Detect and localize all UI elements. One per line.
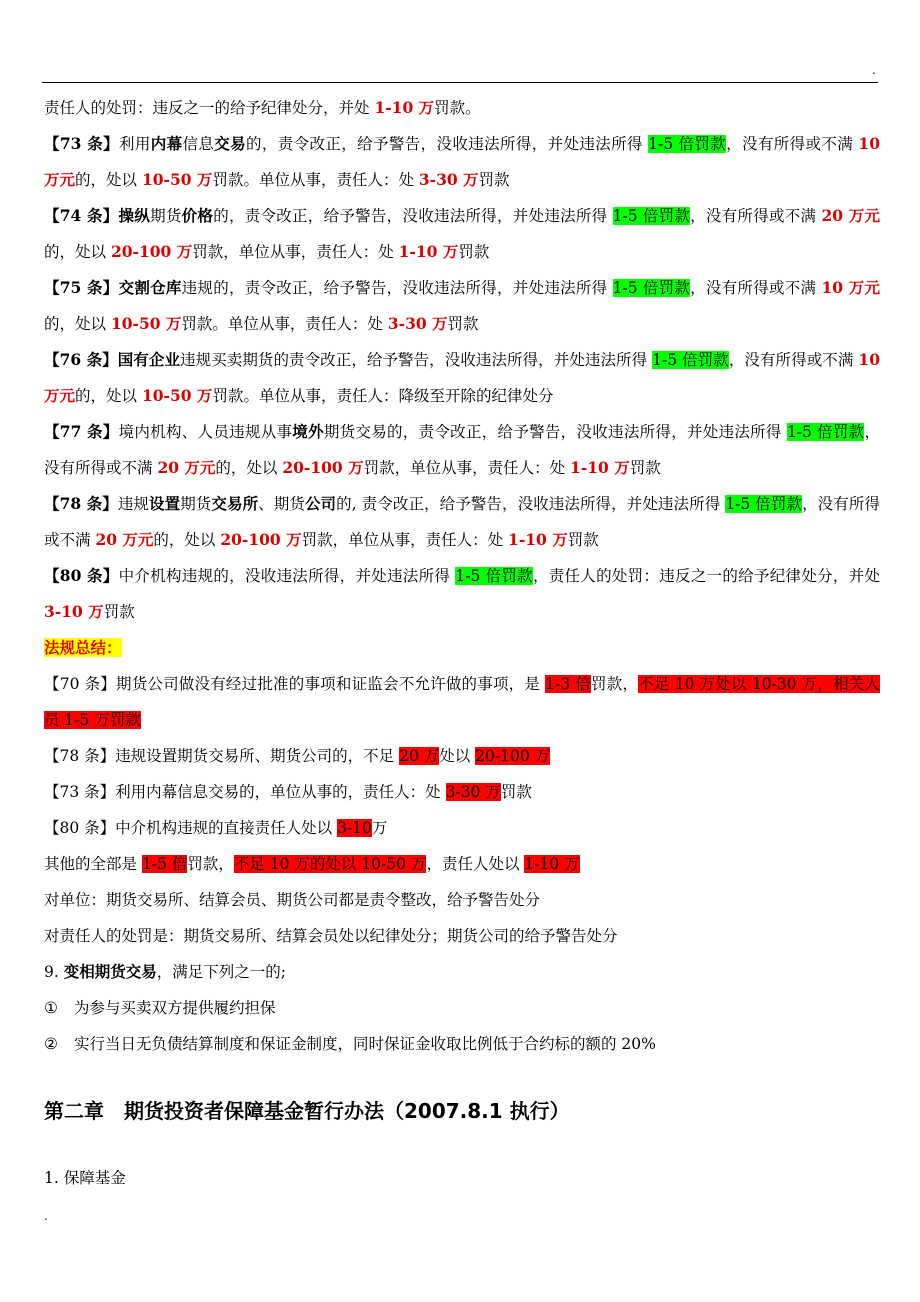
paragraph-responsible-penalty: 责任人的处罚：违反之一的给予纪律处分，并处 1-10 万罚款。 <box>44 98 481 117</box>
green-highlight: 1-5 倍罚款 <box>612 279 691 297</box>
red-highlight: 3-10 <box>337 819 372 837</box>
green-highlight: 1-5 倍罚款 <box>612 207 691 225</box>
green-highlight: 1-5 倍罚款 <box>786 423 865 441</box>
list-marker: ① <box>44 999 58 1017</box>
paragraph-article-80: 【80 条】中介机构违规的，没收违法所得，并处违法所得 1-5 倍罚款，责任人的处罚：违反之一的给予纪律处分，并处 3-10 万罚款 <box>44 566 880 621</box>
green-highlight: 1-5 倍罚款 <box>725 495 803 513</box>
document-body <box>44 90 880 1196</box>
summary-other: 其他的全部是 1-5 倍罚款，不足 10 万的处以 10-50 万，责任人处以 1-10 万 <box>44 855 580 873</box>
list-marker: ② <box>44 1035 58 1053</box>
article-tag: 【73 条】 <box>44 134 119 153</box>
header-dot: . <box>872 63 876 77</box>
article-tag: 【80 条】 <box>44 566 119 585</box>
header-rule <box>42 82 878 83</box>
red-highlight: 20-100 万 <box>475 747 551 765</box>
green-highlight: 1-5 倍罚款 <box>648 135 727 153</box>
footer-dot: . <box>44 1209 48 1223</box>
section-heading: 1. 保障基金 <box>44 1169 126 1187</box>
summary-article-78: 【78 条】违规设置期货交易所、期货公司的，不足 20 万处以 20-100 万 <box>44 747 551 765</box>
summary-article-70: 【70 条】期货公司做没有经过批准的事项和证监会不允许做的事项，是 1-3 倍罚款，不足 10 万处以 10-30 万，相关人员 1-5 万罚款 <box>44 675 880 729</box>
paragraph-article-78: 【78 条】违规设置期货交易所、期货公司的, 责令改正，给予警告，没收违法所得，并处违法所得 1-5 倍罚款，没有所得或不满 20 万元的，处以 20-100 万罚款，单位从事，责任人：处 1-10 万罚款 <box>44 494 880 549</box>
article-tag: 【74 条】 <box>44 206 119 225</box>
red-highlight: 1-10 万 <box>524 855 580 873</box>
summary-person: 对责任人的处罚是：期货交易所、结算会员处以纪律处分；期货公司的给予警告处分 <box>44 927 618 945</box>
summary-title: 法规总结： <box>44 638 122 657</box>
paragraph-article-74: 【74 条】操纵期货价格的，责令改正，给予警告，没收违法所得，并处违法所得 1-5 倍罚款，没有所得或不满 20 万元的，处以 20-100 万罚款，单位从事，责任人：处 1-10 万罚款 <box>44 206 880 261</box>
red-highlight: 1-3 倍 <box>545 675 592 693</box>
red-highlight: 20 万 <box>399 747 440 765</box>
red-highlight: 1-5 倍 <box>141 855 188 873</box>
green-highlight: 1-5 倍罚款 <box>455 567 533 585</box>
article-tag: 【76 条】 <box>44 350 118 369</box>
green-highlight: 1-5 倍罚款 <box>652 351 729 369</box>
list-item: ① 为参与买卖双方提供履约担保 <box>44 990 880 1026</box>
paragraph-article-73: 【73 条】利用内幕信息交易的，责令改正，给予警告，没收违法所得，并处违法所得 1-5 倍罚款，没有所得或不满 10 万元的，处以 10-50 万罚款。单位从事，责任人：处 3-30 万罚款 <box>44 134 880 189</box>
red-highlight: 不足 10 万的处以 10-50 万 <box>233 855 427 873</box>
paragraph-article-75: 【75 条】交割仓库违规的，责令改正，给予警告，没收违法所得，并处违法所得 1-5 倍罚款，没有所得或不满 10 万元的，处以 10-50 万罚款。单位从事，责任人：处 3-30 万罚款 <box>44 278 881 333</box>
article-tag: 【78 条】 <box>44 494 118 513</box>
red-highlight: 3-30 万 <box>445 783 501 801</box>
paragraph-article-76: 【76 条】国有企业违规买卖期货的责令改正，给予警告，没收违法所得，并处违法所得 1-5 倍罚款，没有所得或不满 10 万元的，处以 10-50 万罚款。单位从事，责任人：降级至开除的纪律处分 <box>44 350 880 405</box>
red-highlight: 不足 10 万处以 10-30 万，相关人员 1-5 万罚款 <box>44 675 880 729</box>
list-item: ② 实行当日无负债结算制度和保证金制度，同时保证金收取比例低于合约标的额的 20% <box>44 1026 880 1062</box>
article-tag: 【77 条】 <box>44 422 119 441</box>
summary-unit: 对单位：期货交易所、结算会员、期货公司都是责令整改，给予警告处分 <box>44 891 541 909</box>
chapter-heading: 第二章 期货投资者保障基金暂行办法（2007.8.1 执行） <box>44 1099 570 1123</box>
item-9: 9. 变相期货交易，满足下列之一的; <box>44 962 286 981</box>
paragraph-article-77: 【77 条】境内机构、人员违规从事境外期货交易的，责令改正，给予警告，没收违法所得，并处违法所得 1-5 倍罚款，没有所得或不满 20 万元的，处以 20-100 万罚款，单位从事，责任人：处 1-10 万罚款 <box>44 422 880 477</box>
summary-article-80: 【80 条】中介机构违规的直接责任人处以 3-10万 <box>44 819 388 837</box>
summary-article-73: 【73 条】利用内幕信息交易的，单位从事的，责任人：处 3-30 万罚款 <box>44 783 532 801</box>
article-tag: 【75 条】 <box>44 278 119 297</box>
